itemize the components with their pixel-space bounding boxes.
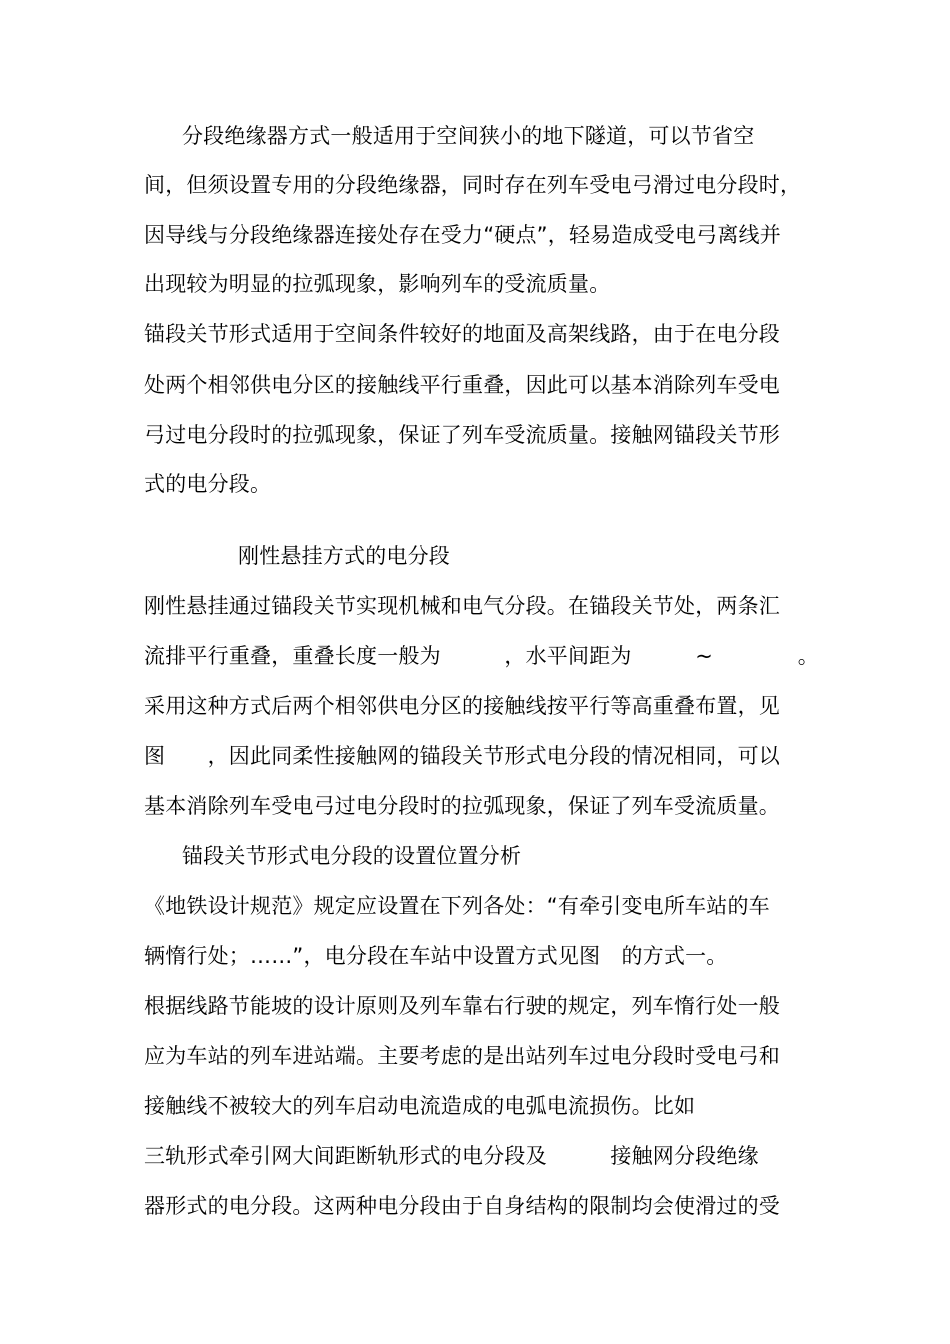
text-line: 出现较为明显的拉弧现象，影响列车的受流质量。 <box>144 272 611 296</box>
text-line: 处两个相邻供电分区的接触线平行重叠，因此可以基本消除列车受电 <box>144 373 780 397</box>
text-line: 《地铁设计规范》规定应设置在下列各处：“有牵引变电所车站的车 <box>144 894 770 918</box>
text-line: 间，但须设置专用的分段绝缘器，同时存在列车受电弓滑过电分段时， <box>144 173 802 197</box>
text-line: 基本消除列车受电弓过电分段时的拉弧现象，保证了列车受流质量。 <box>144 794 780 818</box>
section-heading: 锚段关节形式电分段的设置位置分析 <box>182 844 522 868</box>
text-line: 采用这种方式后两个相邻供电分区的接触线按平行等高重叠布置，见 <box>144 694 780 718</box>
text-line: 根据线路节能坡的设计原则及列车靠右行驶的规定，列车惰行处一般 <box>144 994 780 1018</box>
text-line: 刚性悬挂通过锚段关节实现机械和电气分段。在锚段关节处，两条汇 <box>144 594 780 618</box>
text-line: 应为车站的列车进站端。主要考虑的是出站列车过电分段时受电弓和 <box>144 1044 780 1068</box>
text-line: 三轨形式牵引网大间距断轨形式的电分段及 接触网分段绝缘 <box>144 1144 759 1168</box>
text-line: 接触线不被较大的列车启动电流造成的电弧电流损伤。比如 <box>144 1094 696 1118</box>
text-line: 分段绝缘器方式一般适用于空间狭小的地下隧道，可以节省空 <box>182 124 755 148</box>
text-line: 辆惰行处；……”，电分段在车站中设置方式见图 的方式一。 <box>144 944 728 968</box>
text-line: 流排平行重叠，重叠长度一般为 ，水平间距为 ~ 。 <box>144 644 819 668</box>
text-line: 锚段关节形式适用于空间条件较好的地面及高架线路，由于在电分段 <box>144 322 780 346</box>
text-line: 因导线与分段绝缘器连接处存在受力“硬点”，轻易造成受电弓离线并 <box>144 223 781 247</box>
text-line: 图 ，因此同柔性接触网的锚段关节形式电分段的情况相同，可以 <box>144 744 780 768</box>
text-line: 器形式的电分段。这两种电分段由于自身结构的限制均会使滑过的受 <box>144 1194 780 1218</box>
section-heading: 刚性悬挂方式的电分段 <box>238 544 450 568</box>
text-line: 式的电分段。 <box>144 472 272 496</box>
text-line: 弓过电分段时的拉弧现象，保证了列车受流质量。接触网锚段关节形 <box>144 423 780 447</box>
